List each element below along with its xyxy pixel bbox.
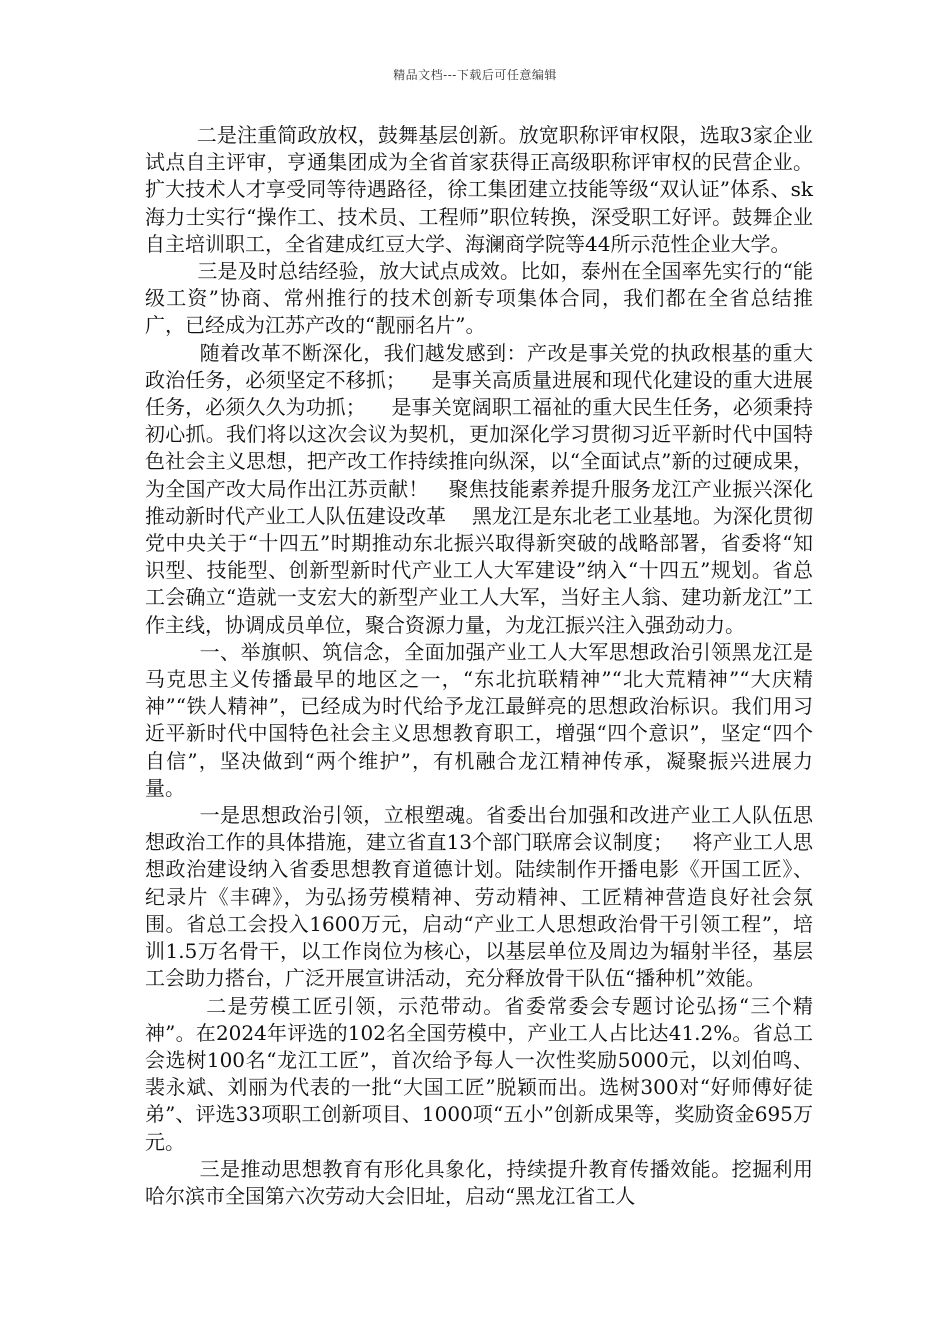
- page-header: 精品文档---下载后可任意编辑: [393, 68, 557, 82]
- paragraph: 一是思想政治引领，立根塑魂。省委出台加强和改进产业工人队伍思想政治工作的具体措施，建立省直13个部门联席会议制度； 将产业工人思想政治建设纳入省委思想教育道德计划。陆续制作开播电影《开国工匠》、纪录片《丰碑》，为弘扬劳模精神、劳动精神、工匠精神营造良好社会氛围。省总工会投入1600万元，启动“产业工人思想政治骨干引领工程”，培训1.5万名骨干，以工作岗位为核心，以基层单位及周边为辐射半径，基层工会助力搭台，广泛开展宣讲活动，充分释放骨干队伍“播种机”效能。: [145, 803, 814, 991]
- paragraph: 二是劳模工匠引领，示范带动。省委常委会专题讨论弘扬“三个精神”。在2024年评选的102名全国劳模中，产业工人占比达41.2%。省总工会选树100名“龙江工匠”，首次给予每人一次性奖励5000元，以刘伯鸣、裴永斌、刘丽为代表的一批“大国工匠”脱颖而出。选树300对“好师傅好徒弟”、评选33项职工创新项目、1000项“五小”创新成果等，奖励资金695万元。: [145, 993, 814, 1154]
- paragraph: 三是推动思想教育有形化具象化，持续提升教育传播效能。挖掘利用哈尔滨市全国第六次劳动大会旧址，启动“黑龙江省工人: [145, 1156, 814, 1208]
- document-body: [145, 122, 813, 1210]
- paragraph: 随着改革不断深化，我们越发感到：产改是事关党的执政根基的重大政治任务，必须坚定不移抓； 是事关高质量进展和现代化建设的重大进展任务，必须久久为功抓； 是事关宽阔职工福祉的重大民生任务，必须秉持初心抓。我们将以这次会议为契机，更加深化学习贯彻习近平新时代中国特色社会主义思想，把产改工作持续推向纵深，以“全面试点”新的过硬成果，为全国产改大局作出江苏贡献！ 聚焦技能素养提升服务龙江产业振兴深化推动新时代产业工人队伍建设改革 黑龙江是东北老工业基地。为深化贯彻党中央关于“十四五”时期推动东北振兴取得新突破的战略部署，省委将“知识型、技能型、创新型新时代产业工人大军建设”纳入“十四五”规划。省总工会确立“造就一支宏大的新型产业工人大军，当好主人翁、建功新龙江”工作主线，协调成员单位，聚合资源力量，为龙江振兴注入强劲动力。: [145, 340, 814, 637]
- paragraph: 三是及时总结经验，放大试点成效。比如，泰州在全国率先实行的“能级工资”协商、常州推行的技术创新专项集体合同，我们都在全省总结推广，已经成为江苏产改的“靓丽名片”。: [145, 259, 814, 338]
- paragraph: 二是注重简政放权，鼓舞基层创新。放宽职称评审权限，选取3家企业试点自主评审，亨通集团成为全省首家获得正高级职称评审权的民营企业。扩大技术人才享受同等待遇路径，徐工集团建立技能等级“双认证”体系、sk海力士实行“操作工、技术员、工程师”职位转换，深受职工好评。鼓舞企业自主培训职工，全省建成红豆大学、海澜商学院等44所示范性企业大学。: [145, 123, 813, 256]
- paragraph: 一、举旗帜、筑信念，全面加强产业工人大军思想政治引领黑龙江是马克思主义传播最早的地区之一，“东北抗联精神”“北大荒精神”“大庆精神”“铁人精神”，已经成为时代给予龙江最鲜亮的思想政治标识。我们用习近平新时代中国特色社会主义思想教育职工，增强“四个意识”，坚定“四个自信”，坚决做到“两个维护”，有机融合龙江精神传承，凝聚振兴进展力量。: [145, 639, 814, 800]
